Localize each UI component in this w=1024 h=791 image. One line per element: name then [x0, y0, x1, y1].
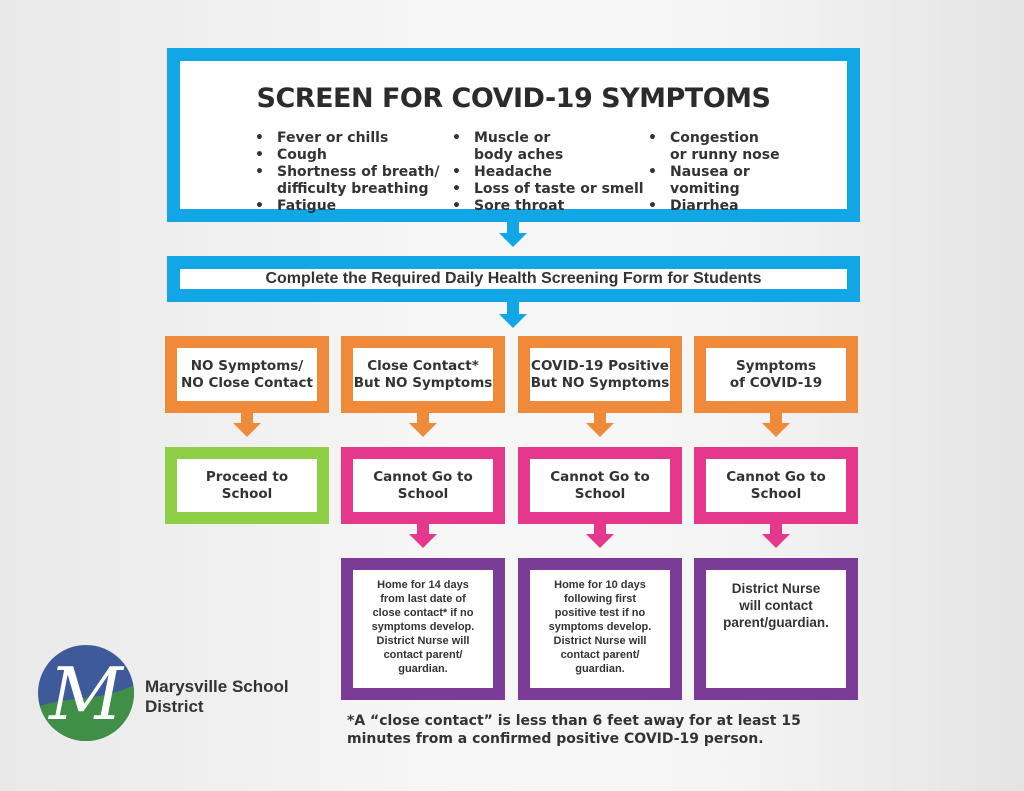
symptom-item: • Diarrhea: [648, 198, 780, 215]
down-arrow-icon: [586, 534, 614, 548]
symptom-item: • Cough: [255, 147, 440, 164]
down-arrow-icon: [499, 233, 527, 247]
footnote: *A “close contact” is less than 6 feet away for at least 15 minutes from a confirmed positive COVID-19 person.: [347, 713, 801, 747]
category-box-symptoms: [694, 336, 858, 413]
category-label: Close Contact* But NO Symptoms: [353, 357, 493, 391]
category-box-no-symptoms: [165, 336, 329, 413]
symptom-item: • Nausea or vomiting: [648, 164, 780, 198]
outcome-label: Cannot Go to School: [726, 468, 826, 502]
instruction-text: Home for 14 days from last date of close contact* if no symptoms develop. District Nurse will contact parent/ guardian.: [371, 579, 475, 675]
arrow-stem: [417, 524, 429, 534]
outcome-box-cannot-go: [518, 447, 682, 524]
down-arrow-icon: [762, 423, 790, 437]
arrow-stem: [417, 413, 429, 423]
down-arrow-icon: [409, 423, 437, 437]
screening-form-box: [167, 256, 860, 302]
symptom-item: • Fever or chills: [255, 130, 440, 147]
logo-letter: M: [49, 652, 123, 736]
symptom-item: • Headache: [452, 164, 644, 181]
down-arrow-icon: [586, 423, 614, 437]
arrow-stem: [507, 222, 519, 233]
category-label: COVID-19 Positive But NO Symptoms: [530, 357, 670, 391]
symptom-item: • Shortness of breath/ difficulty breathing: [255, 164, 440, 198]
category-box-positive: [518, 336, 682, 413]
symptoms-column-1: [255, 130, 440, 215]
outcome-box-cannot-go: [694, 447, 858, 524]
arrow-stem: [241, 413, 253, 423]
instruction-box-positive: [518, 558, 682, 700]
arrow-stem: [770, 413, 782, 423]
symptom-item: • Loss of taste or smell: [452, 181, 644, 198]
arrow-stem: [507, 302, 519, 314]
down-arrow-icon: [409, 534, 437, 548]
down-arrow-icon: [499, 314, 527, 328]
instruction-text: District Nurse will contact parent/guardian.: [723, 581, 829, 630]
arrow-stem: [594, 413, 606, 423]
outcome-label: Cannot Go to School: [373, 468, 473, 502]
district-logo: [38, 645, 134, 741]
symptom-item: • Congestion or runny nose: [648, 130, 780, 164]
page-title: SCREEN FOR COVID-19 SYMPTOMS: [256, 83, 771, 114]
arrow-stem: [770, 524, 782, 534]
district-name: Marysville School District: [145, 677, 289, 716]
symptom-item: • Sore throat: [452, 198, 644, 215]
down-arrow-icon: [762, 534, 790, 548]
symptom-item: • Fatigue: [255, 198, 440, 215]
screening-form-label: Complete the Required Daily Health Screening Form for Students: [265, 270, 762, 287]
outcome-label: Proceed to School: [205, 468, 289, 502]
symptoms-column-3: [648, 130, 780, 215]
category-label: NO Symptoms/ NO Close Contact: [181, 357, 313, 391]
down-arrow-icon: [233, 423, 261, 437]
instruction-box-close-contact: [341, 558, 505, 700]
arrow-stem: [594, 524, 606, 534]
outcome-box-proceed: [165, 447, 329, 524]
symptom-item: • Muscle or body aches: [452, 130, 644, 164]
category-box-close-contact: [341, 336, 505, 413]
symptoms-column-2: [452, 130, 644, 215]
outcome-box-cannot-go: [341, 447, 505, 524]
instruction-text: Home for 10 days following first positive test if no symptoms develop. District Nurse will contact parent/ guardian.: [548, 579, 652, 675]
symptoms-screen-box: [167, 48, 860, 222]
category-label: Symptoms of COVID-19: [729, 357, 823, 391]
instruction-box-symptoms: [694, 558, 858, 700]
outcome-label: Cannot Go to School: [550, 468, 650, 502]
